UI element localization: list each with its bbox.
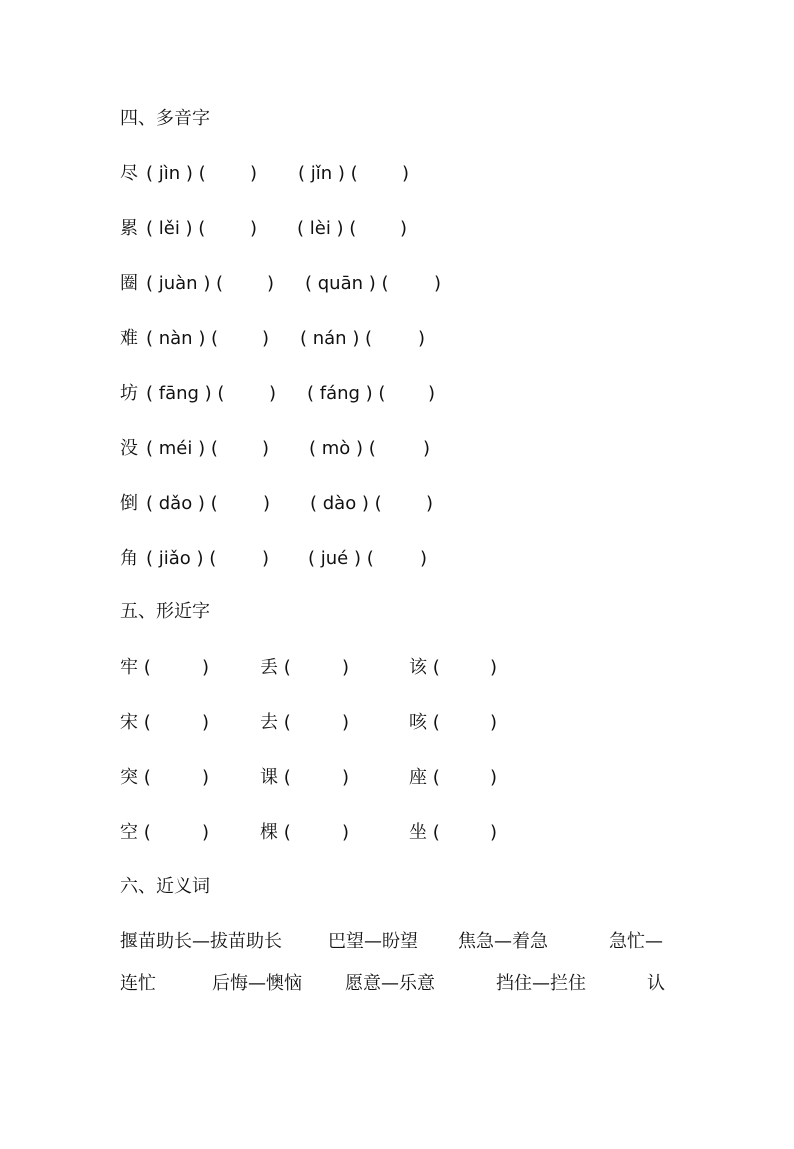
section-title-polyphone: 四、多音字 [120, 108, 210, 129]
similar-char: 空 ( [120, 822, 151, 843]
polyphone-char: 尽 [120, 163, 138, 184]
synonym-line-1 [120, 927, 663, 957]
similar-row [120, 763, 498, 793]
pinyin-2: ( fáng ) ( [307, 383, 386, 404]
pinyin-2: ( jǐn ) ( [298, 163, 358, 184]
polyphone-row [120, 544, 428, 574]
pinyin-1: ( fāng ) ( [146, 383, 225, 404]
synonym-pair: 揠苗助长—拔苗助长 [120, 931, 282, 952]
blank-close-2: ) [402, 163, 410, 184]
blank-close: ) [202, 822, 210, 843]
blank-close-1: ) [263, 493, 271, 514]
blank-close-1: ) [262, 328, 270, 349]
blank-close: ) [202, 767, 210, 788]
polyphone-char: 没 [120, 438, 138, 459]
section-title-similar: 五、形近字 [120, 601, 210, 622]
pinyin-1: ( juàn ) ( [146, 273, 224, 294]
synonym-pair: 连忙 [120, 973, 156, 994]
blank-close-1: ) [250, 163, 258, 184]
similar-char: 突 ( [120, 767, 151, 788]
blank-close-1: ) [267, 273, 275, 294]
pinyin-1: ( jiǎo ) ( [146, 548, 217, 569]
pinyin-2: ( lèi ) ( [297, 218, 357, 239]
polyphone-row [120, 489, 434, 519]
polyphone-row [120, 379, 436, 409]
polyphone-char: 倒 [120, 493, 138, 514]
similar-char: 去 ( [260, 712, 291, 733]
blank-close: ) [202, 657, 210, 678]
pinyin-1: ( dǎo ) ( [146, 493, 218, 514]
polyphone-char: 圈 [120, 273, 138, 294]
similar-char: 丢 ( [260, 657, 291, 678]
similar-char: 牢 ( [120, 657, 151, 678]
similar-char: 咳 ( [409, 712, 440, 733]
similar-char: 该 ( [409, 657, 440, 678]
polyphone-char: 坊 [120, 383, 138, 404]
pinyin-1: ( lěi ) ( [146, 218, 206, 239]
pinyin-1: ( jìn ) ( [146, 163, 206, 184]
synonym-pair: 焦急—着急 [458, 931, 548, 952]
pinyin-1: ( méi ) ( [146, 438, 218, 459]
blank-close: ) [342, 822, 350, 843]
similar-row [120, 818, 498, 848]
blank-close-1: ) [262, 548, 270, 569]
blank-close: ) [490, 767, 498, 788]
polyphone-row [120, 434, 431, 464]
blank-close: ) [490, 657, 498, 678]
polyphone-char: 角 [120, 548, 138, 569]
blank-close-2: ) [423, 438, 431, 459]
blank-close: ) [342, 767, 350, 788]
blank-close: ) [490, 712, 498, 733]
similar-char: 坐 ( [409, 822, 440, 843]
synonym-line-2 [120, 969, 665, 999]
blank-close-2: ) [400, 218, 408, 239]
blank-close-1: ) [262, 438, 270, 459]
similar-char: 课 ( [260, 767, 291, 788]
blank-close: ) [342, 712, 350, 733]
pinyin-2: ( nán ) ( [300, 328, 373, 349]
polyphone-row [120, 214, 408, 244]
similar-char: 棵 ( [260, 822, 291, 843]
pinyin-2: ( jué ) ( [308, 548, 374, 569]
synonym-pair: 巴望—盼望 [328, 931, 418, 952]
polyphone-row [120, 159, 410, 189]
synonym-pair: 后悔—懊恼 [212, 973, 302, 994]
section-title-synonyms: 六、近义词 [120, 876, 210, 897]
blank-close: ) [342, 657, 350, 678]
blank-close-2: ) [426, 493, 434, 514]
similar-char: 座 ( [409, 767, 440, 788]
blank-close-2: ) [418, 328, 426, 349]
pinyin-2: ( mò ) ( [309, 438, 376, 459]
synonym-pair: 愿意—乐意 [345, 973, 435, 994]
blank-close-2: ) [434, 273, 442, 294]
polyphone-row [120, 269, 442, 299]
similar-char: 宋 ( [120, 712, 151, 733]
pinyin-2: ( dào ) ( [310, 493, 382, 514]
blank-close: ) [202, 712, 210, 733]
synonym-pair: 急忙— [609, 931, 663, 952]
similar-row [120, 653, 498, 683]
synonym-pair: 挡住—拦住 [496, 973, 586, 994]
blank-close-1: ) [250, 218, 258, 239]
synonym-pair: 认 [647, 973, 665, 994]
blank-close-2: ) [428, 383, 436, 404]
polyphone-char: 难 [120, 328, 138, 349]
polyphone-row [120, 324, 426, 354]
blank-close: ) [490, 822, 498, 843]
pinyin-2: ( quān ) ( [305, 273, 389, 294]
polyphone-char: 累 [120, 218, 138, 239]
similar-row [120, 708, 498, 738]
blank-close-1: ) [269, 383, 277, 404]
blank-close-2: ) [420, 548, 428, 569]
pinyin-1: ( nàn ) ( [146, 328, 219, 349]
